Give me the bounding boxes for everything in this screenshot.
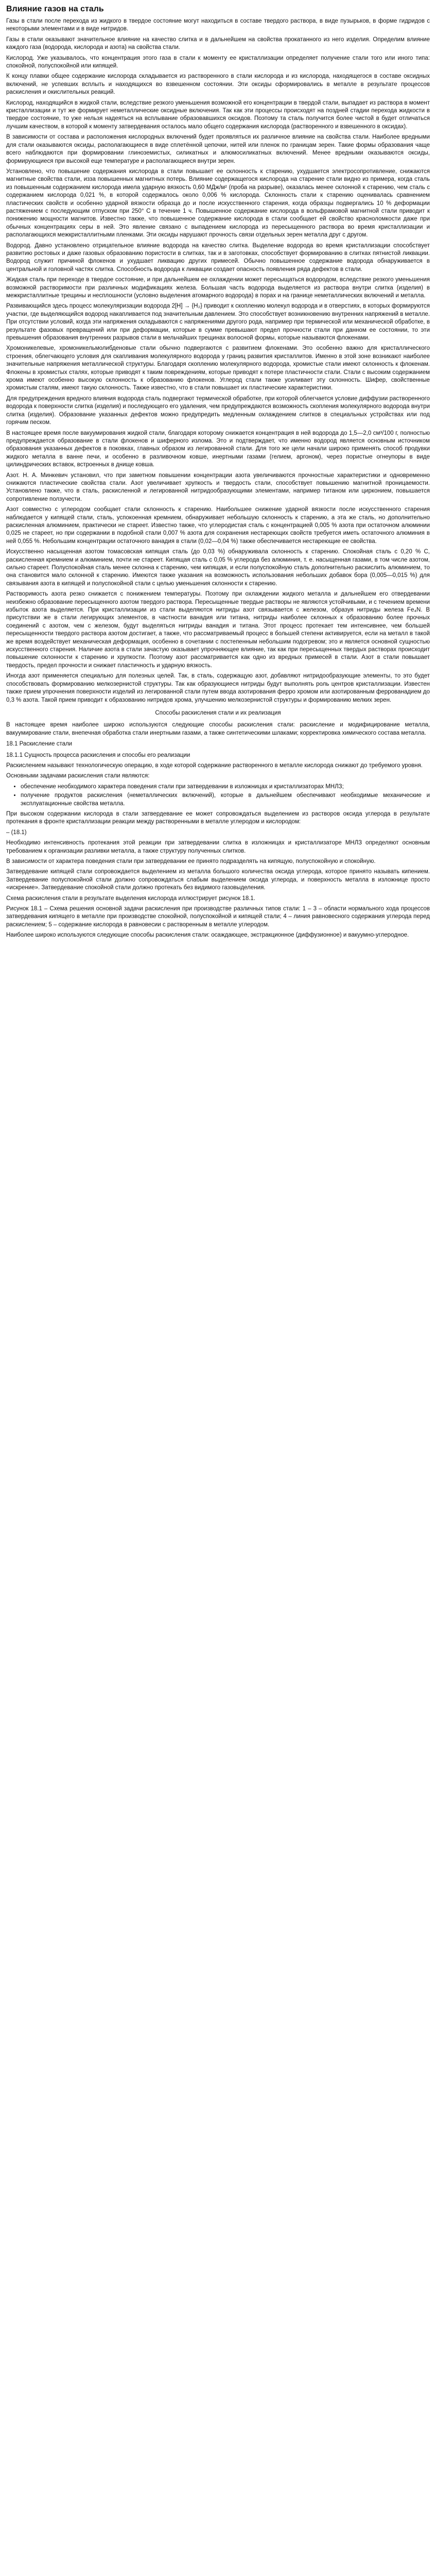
paragraph: Наиболее широко используются следующие способы раскисления стали: осаждающее, экстракционное (диффузионное) и вакуумно-углеродное. bbox=[6, 932, 409, 939]
paragraph: Развивающийся здесь процесс молекуляризации водорода 2[H] → {H₂} приводит к скоплению молекул водорода и в отверстиях, в которых формируются участки, где выделяющийся водород накапливается под значительным давлением. Это способствует возникновению внутренних напряжений в металле. При отсутствии условий, когда эти напряжения складываются с напряжениями другого рода, например при термической или механической обработке, в результате фазовых превращений или при деформации, которые в сумме превышают предел прочности стали при данном ее состоянии, то эти превышения образования внутренних разрывов стали в мельчайших трещинах волосной формы, которые называются флокенами. bbox=[6, 303, 430, 342]
paragraph: Иногда азот применяется специально для полезных целей. Так, в сталь, содержащую азот, добавляют нитридообразующие элементы, то это будет способствовать формированию мелкозернистой структуры. Так как образующиеся нитриды будут выполнять роль центров кристаллизации. Известен также прием упрочнения поверхности изделий из легированной стали путем ввода азотирования ферро хромом или азотированным феррованадием до 0,3 % азота. Такой прием приводит к образованию нитридов хрома, улучшению мелкозернистой структуры и формированию мелких зерен. bbox=[6, 673, 430, 703]
paragraph: – (18.1) bbox=[6, 829, 27, 836]
paragraph: Водород. Давно установлено отрицательное влияние водорода на качество слитка. Выделение водорода во время кристаллизации способствует развитию ростовых и даже газовых образованию пористости в слитках, так и в заготовках, способствует формированию в слитках пятнистой ликвации. Водород служит причиной флокенов и ухудшает ликвацию других примесей. Обычно повышенное содержание водорода обнаруживается в центральной и головной частях слитка. Способность водорода к ликвации создает опасность появления ряда дефектов в стали. bbox=[6, 242, 430, 273]
list-item: • получение продуктов раскисления (неметаллических включений), которые в дальнейшем обеспечивают необходимые механические и эксплуатационные свойства металла. bbox=[21, 792, 430, 808]
paragraph: В настоящее время наиболее широко используются следующие способы раскисления стали: раскисление и модифицирование металла, вакуумирование стали, внепечная обработка стали инертными газами, а также синтетическими шлаками; корректировка химического состава металла. bbox=[6, 722, 430, 736]
paragraph: Кислород, находящийся в жидкой стали, вследствие резкого уменьшения возможной его концентрации в твердой стали, выпадает из раствора в момент кристаллизации и тут же формирует неметаллические оксидные включения. Так как эти процессы происходят на поздней стадии перехода жидкости в твердое состояние, то уже нельзя надеяться на всплывание образовавшихся оксидов. Поэтому та сталь получится более чистой в будет отличаться лучшим качеством, в которой к моменту затвердевания осталось мало общего содержания кислорода (растворенного и взвешенного в оксидах). bbox=[6, 99, 430, 130]
paragraph: Хромоникелевые, хромоникельмолибденовые стали обычно подвергаются с развитием флокенами. Это особенно важно для кристаллического строения, облегчающего условия для скапливания молекулярного водорода у границ развития кристаллитов. Именно в этой зоне возникают наиболее значительные напряжения металлической структуры. Благодаря скоплению молекулярного водорода, хромистые стали имеют склонность к флокенам. Флокены в хромистых сталях, которые приводят к таким повреждениям, которые приводят к потере пластичности стали. Стали с высоким содержанием хрома имеют особенно высокую склонность к образованию флокенов. Углерод стали также усиливает эту склонность. Шифер, свойственные хромистым сталям, имеют такую склонность. Также известно, что в стали повышает их пластические характеристики. bbox=[6, 345, 430, 392]
section-heading: 18.1.1 Сущность процесса раскисления и способы его реализации bbox=[6, 752, 190, 758]
paragraph: Основными задачами раскисления стали являются: bbox=[6, 773, 150, 779]
paragraph: Жидкая сталь при переходе в твердое состояние, и при дальнейшем ее охлаждении может пересыщаться водородом, вследствие резкого уменьшения возможной растворимости при различных модификациях железа. Большая часть водорода выделяется из раствора внутри слитка (изделия) в межкристаллитные трещины и несплошности (условно выделения атомарного водорода) в порах и на границе неметаллических включений и металла. bbox=[6, 277, 430, 299]
document-page bbox=[0, 0, 436, 948]
document-title: Влияние газов на сталь bbox=[6, 5, 104, 13]
paragraph: Установлено, что повышение содержания кислорода в стали повышает ее склонность к старению, ухудшается электросопротивление, снижаются магнитные свойства стали, изза повышенных магнитных потерь. Влияние содержащегося кислорода на старение стали видно из примера, когда сталь из повышенным содержанием кислорода имела ударную вязкость 0,60 МДж/м² (проба на разрыве), оказалась менее склонной к старению, чем сталь с содержанием кислорода 0,021 %, в которой содержалось около 0,006 % кислорода. Склонность стали к старению оценивалась сравнением пластических свойств и особенно ударной вязкости образца до и после искусственного старения, когда образцы подвергались 10 % деформации растяжением с последующим отпуском при 250° С в течение 1 ч. Повышенное содержание кислорода в вольфрамовой магнитной стали приводит к понижению мощности магнитов. Известно также, что повышенное содержание кислорода в стали сообщает ей свойство красноломкости даже при обычных концентрациях серы в ней. Это явление связано с выпадением кислорода из пересыщенного раствора во время кристаллизации и располагающихся межкристаллитными пленками. Эти оксиды нарушают прочность связи отдельных зерен металла друг с другом. bbox=[6, 168, 430, 239]
list-item: • обеспечение необходимого характера поведения стали при затвердевании в изложницах и кристаллизаторах МНЛЗ; bbox=[21, 783, 430, 791]
paragraph: Необходимо интенсивность протекания этой реакции при затвердевании слитка в изложницах и кристаллизаторе МНЛЗ определяют основным требованием к организации разливки металла, а также структуру полученных слитков. bbox=[6, 840, 430, 854]
section-heading: Способы раскисления стали и их реализация bbox=[155, 709, 281, 716]
paragraph: Рисунок 18.1 – Схема решения основной задачи раскисления при производстве различных типов стали: 1 – 3 – области нормального хода процессов затвердевания кипящего в металле при производстве спокойной, полуспокойной и кипящей стали; 4 – линия равновесного содержания углерода перед раскислением; 5 – содержание кислорода в равновесии с растворенным в металле углеродом. bbox=[6, 906, 430, 928]
paragraph: Раскислением называют технологическую операцию, в ходе которой содержание растворенного в металле кислорода снижают до требуемого уровня. bbox=[6, 762, 423, 769]
paragraph: В зависимости от состава и расположения кислородных включений будет проявляться их различное влияние на свойства стали. Наиболее вредными для стали оказываются оксиды, располагающиеся в виде сплетённой цепочки, нитей или пленок по границам зерен. Такие формы образования чаще всего наблюдаются при формировании глиноземистых, силикатных и алюмосиликатных включений. Менее вредными оказываются оксиды, формирующиеся при высокой еще температуре и располагающиеся внутри зерен. bbox=[6, 134, 430, 164]
paragraph: Азот. Н. А. Минкевич установил, что при заметном повышении концентрации азота увеличиваются прочностные характеристики и одновременно снижаются пластические свойства стали. Азот увеличивает хрупкость и твердость стали, способствует повышению магнитной проницаемости. Установлено также, что в сталь, раскисленной и легированной нитридообразующими элементами, например титаном или цирконием, повышается сопротивление ползучести. bbox=[6, 472, 430, 502]
section-heading: 18.1 Раскисление стали bbox=[6, 741, 73, 748]
paragraph: В зависимости от характера поведения стали при затвердевании ее принято подразделять на кипящую, полуспокойную и спокойную. bbox=[6, 858, 376, 865]
paragraph: К концу плавки общее содержание кислорода складывается из растворенного в стали кислорода и из кислорода, находящегося в составе оксидных включений, не успевших всплыть и находящихся во взвешенном состоянии. Эти оксиды сформировались в металле в результате процессов раскисления и окислительных реакций. bbox=[6, 73, 430, 96]
paragraph: Газы в стали оказывают значительное влияние на качество слитка и в дальнейшем на свойства прокатанного из него изделия. Определим влияние каждого газа (водорода, кислорода и азота) на свойства стали. bbox=[6, 36, 430, 51]
paragraph: При высоком содержании кислорода в стали затвердевание ее может сопровождаться выделением из растворов оксида углерода в результате протекания в фронте кристаллизации реакции между растворенными в металле углеродом и кислородом: bbox=[6, 810, 430, 825]
bullet-list bbox=[6, 783, 430, 808]
document-body bbox=[6, 18, 430, 940]
paragraph: Искусственно насыщенная азотом томасовская кипящая сталь (до 0,03 %) обнаруживала склонность к старению. Спокойная сталь с 0,20 % С, раскисленная кремнием и алюминием, почти не стареет. Кипящая сталь с 0,05 % углерода без алюминия, т. е. насыщенная газами, в том числе азотом, сильно стареет. Полуспокойная сталь менее склонна к старению, чем кипящая, и если полуспокойную сталь дополнительно раскислить алюминием, то она становится мало склонной к старению. Имеются также указания на возможность использования небольших добавок бора (0,005—0,015 %) для связывания азота в кипящей и полуспокойной стали с целью уменьшения склонности к старению. bbox=[6, 549, 430, 587]
paragraph: Растворимость азота резко снижается с понижением температуры. Поэтому при охлаждении жидкого металла и дальнейшем его отвердевании неизбежно образование пересыщенного азотом твердого раствора. Пересыщенные твердые растворы не являются устойчивыми, и с течением времени избыток азота выделяется. При кристаллизации из стали выделяются нитриды азот связывается с железом, образуя нитриды железа Fe₄N. В присутствии же в стали легирующих элементов, в частности ванадия или титана, нитриды наиболее склонных к образованию более прочных соединений с азотом, чем с железом, будут выделяться нитриды ванадия и титана. Этот процесс протекает тем интенсивнее, чем большей пересыщенности твердого раствора азотом достигает, а также, что рассматриваемый процесс в большей степени активируется, если на металл в такой же время воздействует механическая деформация, особенно в сочетании с постепенным небольшим подогревом; это и является основной сущностью искусственного старения. Наличие азота в стали зачастую оказывает упрочняющее влияние, так как при пересыщенных твердых растворах происходит повышение склонности к старению и хрупкости. Поэтому азот рассматривается как одно из вредных примесей в стали. Азот в стали повышает твердость, предел прочности и снижает пластичность и ударную вязкость. bbox=[6, 591, 430, 669]
paragraph: В настоящее время после вакуумирования жидкой стали, благодаря которому снижается концентрация в ней водорода до 1,5—2,0 см³/100 г, полностью предупреждается образование в стали флокенов и шиферного излома. Это и подтверждает, что именно водород является основным источником образования указанных дефектов в поковках, главных образом из легированной стали. Для того же цели начали широко применять способ продувки жидкого металла в ванне печи, и особенно в разливочном ковше, инертными газами (гелием, аргоном), через пористые огнеупоры в виде цилиндрических вставок, встроенных в днище ковша. bbox=[6, 430, 430, 468]
paragraph: Затвердевание кипящей стали сопровождается выделением из металла большого количества оксида углерода, которое принято называть кипением. Затвердевание полуспокойной стали должно сопровождаться слабым выделением оксида углерода, и поверхность металла в изложнице просто «искрение». Затвердевание спокойной стали должно протекать без видимого газовыделения. bbox=[6, 869, 430, 891]
paragraph: Для предупреждения вредного влияния водорода сталь подвергают термической обработке, при которой облегчается условие диффузии растворенного водорода к поверхности слитка (изделия) и последующего его удаления, чем предупреждаются возможность скопления молекулярного водорода внутри слитка (изделия). Образование указанных дефектов можно предупредить медленным охлаждением слитков в специальных устройствах или под горячим песком. bbox=[6, 395, 430, 426]
paragraph: Газы в стали после перехода из жидкого в твердое состояние могут находиться в составе твердого раствора, в виде пузырьков, в форме гидридов с некоторыми элементами и в виде нитридов. bbox=[6, 18, 430, 32]
paragraph: Кислород. Уже указывалось, что концентрация этого газа в стали к моменту ее кристаллизации определяет получение стали того или иного типа: спокойной, полуспокойной или кипящей. bbox=[6, 55, 430, 70]
paragraph: Азот совместно с углеродом сообщает стали склонность к старению. Наибольшее снижение ударной вязкости после искусственного старения наблюдается у кипящей стали, сталь, успокоенная кремнием, обнаруживает небольшую склонность к старению, а эта же сталь, но дополнительно раскисленная алюминием, практически не стареет. Известно также, что углеродистая сталь с концентрацией 0,005 % азота при остаточном алюминии 0,025 не стареет, но при содержании в подобной стали 0,007 % азота для сохранения нестареющих свойств требуется иметь остаточного алюминия в ней 0,055 %. Небольшим концентрации остаточного ванадия в стали (0,02—0,04 %) также обеспечивается нестареющие ее свойства. bbox=[6, 506, 430, 545]
paragraph: Схема раскисления стали в результате выделения кислорода иллюстрирует рисунок 18.1. bbox=[6, 895, 255, 902]
